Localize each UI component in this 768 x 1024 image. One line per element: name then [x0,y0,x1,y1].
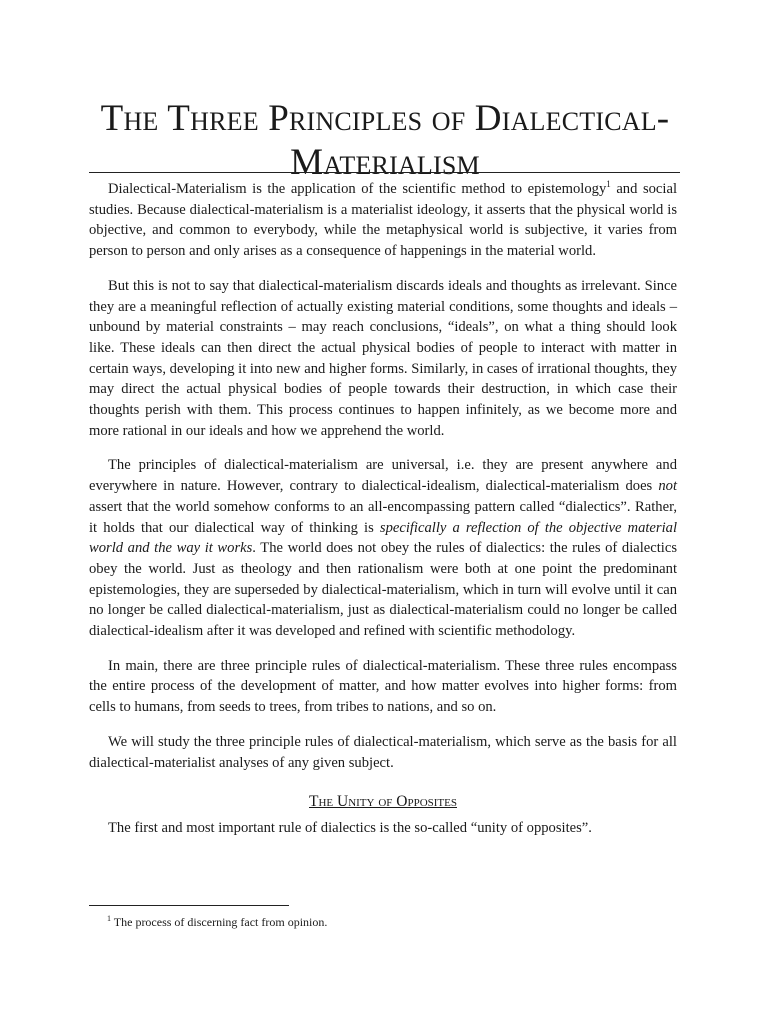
footnote-marker: 1 [107,914,111,923]
footnote-text: The process of discerning fact from opinion. [111,915,328,929]
page-title: The Three Principles of Dialectical-Materialism [100,98,670,183]
paragraph-3-text-a: The principles of dialectical-materialism are universal, i.e. they are present anywhere and everywhere in nature. However, contrary to dialectical-idealism, dialectical-materialism does [89,457,677,495]
body-text [89,179,677,853]
section-heading: The Unity of Opposites [309,793,457,811]
paragraph-3-text-b: assert that the world somehow conforms to an all-encompassing pattern called “dialectics”. Rather, it holds that our dialectical way of thinking is [89,498,677,536]
paragraph-1-text-a: Dialectical-Materialism is the application of the scientific method to epistemology [108,181,607,197]
paragraph-3-emphasis-not: not [658,478,677,495]
title-divider [89,172,680,173]
paragraph-1-text-b: and social studies. Because dialectical-materialism is a materialist ideology, it asserts that the physical world is objective, and common to everybody, while the metaphysical world is subjective, it varies from person to person and only arises as a consequence of happenings in the material world. [89,181,677,260]
paragraph-3-emphasis-reflection: specifically a reflection of the objective material world and the way it works [89,519,677,557]
paragraph-3-text-c: . The world does not obey the rules of dialectics: the rules of dialectics obey the world. Just as theology and then rationalism were both at one point the predominant epistemologies, they are superseded by dialectical-materialism, which in turn will evolve until it can no longer be called dialectical-materialism, just as dialectical-materialism could no longer be called dialectical-idealism after it was developed and refined with scientific methodology. [89,540,677,640]
paragraph-2: But this is not to say that dialectical-materialism discards ideals and thoughts as irrelevant. Since they are a meaningful reflection of actually existing material conditions, some thoughts and ideals – unbound by material constraints – may reach conclusions, “ideals”, on what a thing should look like. These ideals can then direct the actual physical bodies of people to interact with matter in certain ways, developing it into new and higher forms. Similarly, in cases of irrational thoughts, they may direct the actual physical bodies of people towards their destruction, in which case their thoughts perish with them. This process continues to happen infinitely, as we become more and more rational in our ideals and how we apprehend the world. [89,277,677,439]
footnote [107,914,667,930]
paragraph-4: In main, there are three principle rules of dialectical-materialism. These three rules encompass the entire process of the development of matter, and how matter evolves into higher forms: from cells to humans, from seeds to trees, from tribes to nations, and so on. [89,657,677,716]
footnote-reference: 1 [606,179,611,190]
footnote-divider [89,905,289,906]
paragraph-3 [89,455,677,641]
paragraph-6: The first and most important rule of dialectics is the so-called “unity of opposites”. [108,820,592,837]
paragraph-5: We will study the three principle rules of dialectical-materialism, which serve as the basis for all dialectical-materialist analyses of any given subject. [89,733,677,771]
paragraph-1 [89,179,677,262]
